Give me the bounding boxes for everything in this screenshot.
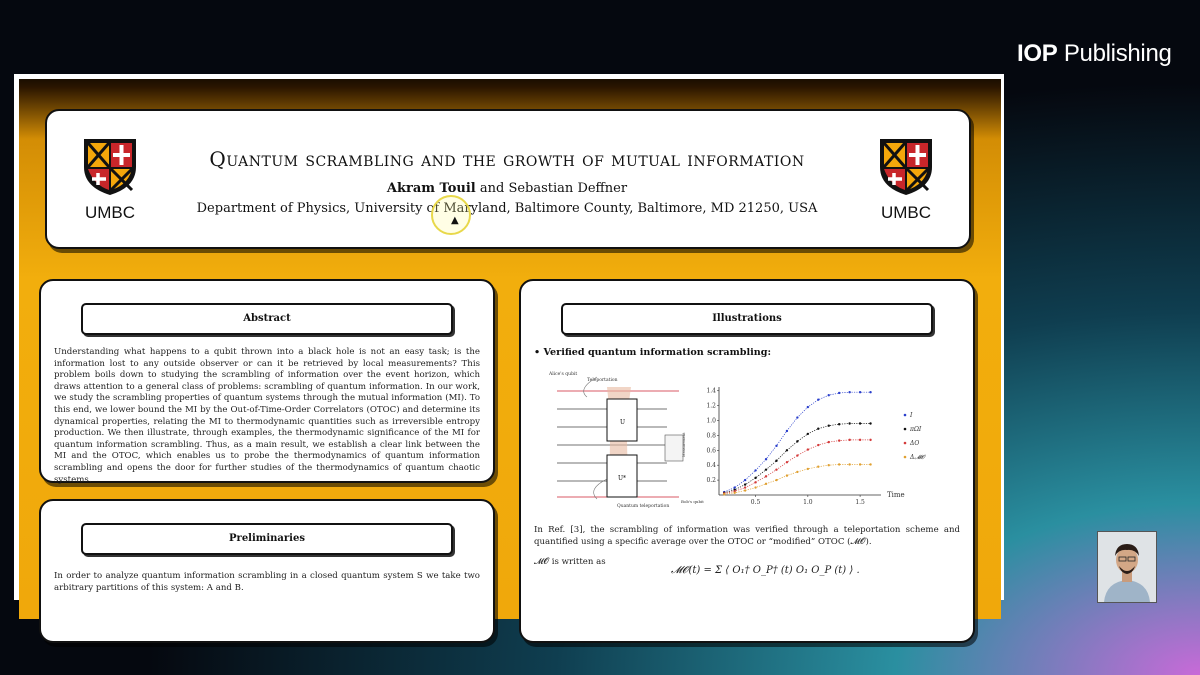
data-point <box>869 422 871 424</box>
y-tick-label: 1.4 <box>706 387 716 395</box>
legend-marker <box>904 442 907 445</box>
svg-text:Measurement: Measurement <box>682 432 686 457</box>
data-point <box>765 468 767 470</box>
data-point <box>817 398 819 400</box>
data-point <box>796 454 798 456</box>
umbc-logo-right: UMBC <box>871 135 941 223</box>
data-point <box>786 474 788 476</box>
data-point <box>807 433 809 435</box>
data-point <box>828 441 830 443</box>
data-point <box>744 489 746 491</box>
y-tick-label: 0.8 <box>706 432 716 440</box>
legend-marker <box>904 428 907 431</box>
svg-text:U: U <box>620 419 626 426</box>
preliminaries-heading: Preliminaries <box>81 523 453 555</box>
data-point <box>754 477 756 479</box>
illustrations-heading: Illustrations <box>561 303 933 335</box>
data-point <box>775 445 777 447</box>
y-tick-label: 0.6 <box>706 447 716 455</box>
legend-label: I <box>910 412 913 419</box>
data-point <box>807 468 809 470</box>
data-point <box>786 461 788 463</box>
legend-marker <box>904 414 907 417</box>
data-point <box>869 439 871 441</box>
data-point <box>848 439 850 441</box>
y-tick-label: 0.4 <box>706 462 716 470</box>
data-point <box>796 440 798 442</box>
legend-label: Δ𝓜𝓞 <box>910 454 925 461</box>
illustrations-text: In Ref. [3], the scrambling of information was verified through a teleportation scheme and quantified using a specific average over the OTOC or “modified” OTOC (𝓜𝓞). <box>534 525 960 547</box>
poster-title: Quantum scrambling and the growth of mutual information <box>209 147 805 171</box>
series-line-3 <box>724 465 870 495</box>
preliminaries-card <box>39 499 495 643</box>
data-point <box>765 458 767 460</box>
data-point <box>828 464 830 466</box>
iop-publishing-logo: IOP Publishing <box>1017 40 1172 67</box>
illustrations-subheading: • Verified quantum information scrambling: <box>534 347 771 358</box>
data-point <box>786 430 788 432</box>
data-point <box>848 391 850 393</box>
poster-affiliation: Department of Physics, University of Maryland, Baltimore County, Baltimore, MD 21250, USA <box>196 201 818 216</box>
data-point <box>848 463 850 465</box>
data-point <box>859 439 861 441</box>
illustrations-card <box>519 279 975 643</box>
presenter-webcam <box>1097 531 1157 603</box>
data-point <box>838 439 840 441</box>
data-point <box>744 479 746 481</box>
presentation-slide <box>14 74 1004 600</box>
data-point <box>817 444 819 446</box>
x-tick-label: 1.0 <box>803 499 813 506</box>
abstract-heading: Abstract <box>81 303 453 335</box>
x-tick-label: 0.5 <box>750 499 761 506</box>
legend-label: πΩI <box>910 426 922 433</box>
data-point <box>733 492 735 494</box>
mouse-cursor-icon: ▲ <box>451 215 459 226</box>
presenter-avatar-icon <box>1098 532 1156 602</box>
illustrations-text-2: 𝓜𝓞 is written as <box>534 557 606 567</box>
data-point <box>775 460 777 462</box>
x-axis-label: Time <box>887 491 905 499</box>
data-point <box>754 481 756 483</box>
data-point <box>754 486 756 488</box>
mo-formula: 𝓜𝓞(t) = Σ ⟨ O₁† O_P† (t) O₁ O_P (t) ⟩ . <box>671 565 860 576</box>
series-line-2 <box>724 440 870 494</box>
data-point <box>869 463 871 465</box>
y-tick-label: 0.2 <box>706 477 716 485</box>
data-point <box>848 422 850 424</box>
scrambling-chart <box>701 381 951 517</box>
legend-marker <box>904 456 907 459</box>
series-line-1 <box>724 424 870 493</box>
data-point <box>807 448 809 450</box>
preliminaries-text: In order to analyze quantum information scrambling in a closed quantum system S we take two arbitrary partitions of this system: A and B. <box>54 571 480 593</box>
poster-authors: Akram Touil and Sebastian Deffner <box>386 181 628 196</box>
legend-label: ΔO <box>910 440 920 447</box>
svg-text:Alice's qubit: Alice's qubit <box>549 372 578 377</box>
data-point <box>765 475 767 477</box>
data-point <box>744 483 746 485</box>
umbc-shield-icon <box>82 135 138 197</box>
data-point <box>859 463 861 465</box>
data-point <box>796 471 798 473</box>
umbc-shield-icon <box>878 135 934 197</box>
data-point <box>838 463 840 465</box>
data-point <box>754 469 756 471</box>
svg-text:U*: U* <box>618 475 627 482</box>
abstract-text: Understanding what happens to a qubit thrown into a black hole is not an easy task; is the information lost to any outside observer or can it be retrieved by local measurements? This problem boils down to studying the scrambling of information over the event horizon, which draws attention to a general class of problems: scrambling of quantum information. In our work, we study the scrambling properties of quantum systems through the mutual information (MI). To this end, we lower bound the MI by the Out-of-Time-Order Correlators (OTOC) and determine its dynamical properties, relating the MI to thermodynamic quantities such as irreversible entropy production. We then illustrate, through examples, the thermodynamic significance of the MI for quantum information scrambling. Thus, as a main result, we establish a clear link between the MI and the OTOC, which enables us to probe the thermodynamics of quantum information scrambling and opens the door for further studies of the thermodynamics of quantum chaotic systems. <box>54 347 480 485</box>
data-point <box>744 486 746 488</box>
svg-text:Quantum teleportation: Quantum teleportation <box>617 504 670 509</box>
x-tick-label: 1.5 <box>855 499 865 506</box>
data-point <box>859 391 861 393</box>
data-point <box>807 406 809 408</box>
data-point <box>733 486 735 488</box>
data-point <box>869 391 871 393</box>
data-point <box>765 483 767 485</box>
title-card <box>45 109 971 249</box>
data-point <box>775 479 777 481</box>
data-point <box>786 449 788 451</box>
data-point <box>828 425 830 427</box>
data-point <box>859 422 861 424</box>
teleportation-circuit-diagram <box>547 369 704 509</box>
data-point <box>817 428 819 430</box>
data-point <box>838 392 840 394</box>
svg-text:Teleportation: Teleportation <box>587 378 618 383</box>
data-point <box>838 423 840 425</box>
svg-text:Bob's qubit: Bob's qubit <box>681 499 704 504</box>
data-point <box>723 493 725 495</box>
data-point <box>828 394 830 396</box>
umbc-logo-left: UMBC <box>75 135 145 223</box>
data-point <box>817 465 819 467</box>
poster <box>19 79 1001 619</box>
data-point <box>775 468 777 470</box>
y-tick-label: 1.2 <box>706 402 716 410</box>
abstract-card <box>39 279 495 483</box>
y-tick-label: 1.0 <box>706 417 716 425</box>
data-point <box>796 416 798 418</box>
